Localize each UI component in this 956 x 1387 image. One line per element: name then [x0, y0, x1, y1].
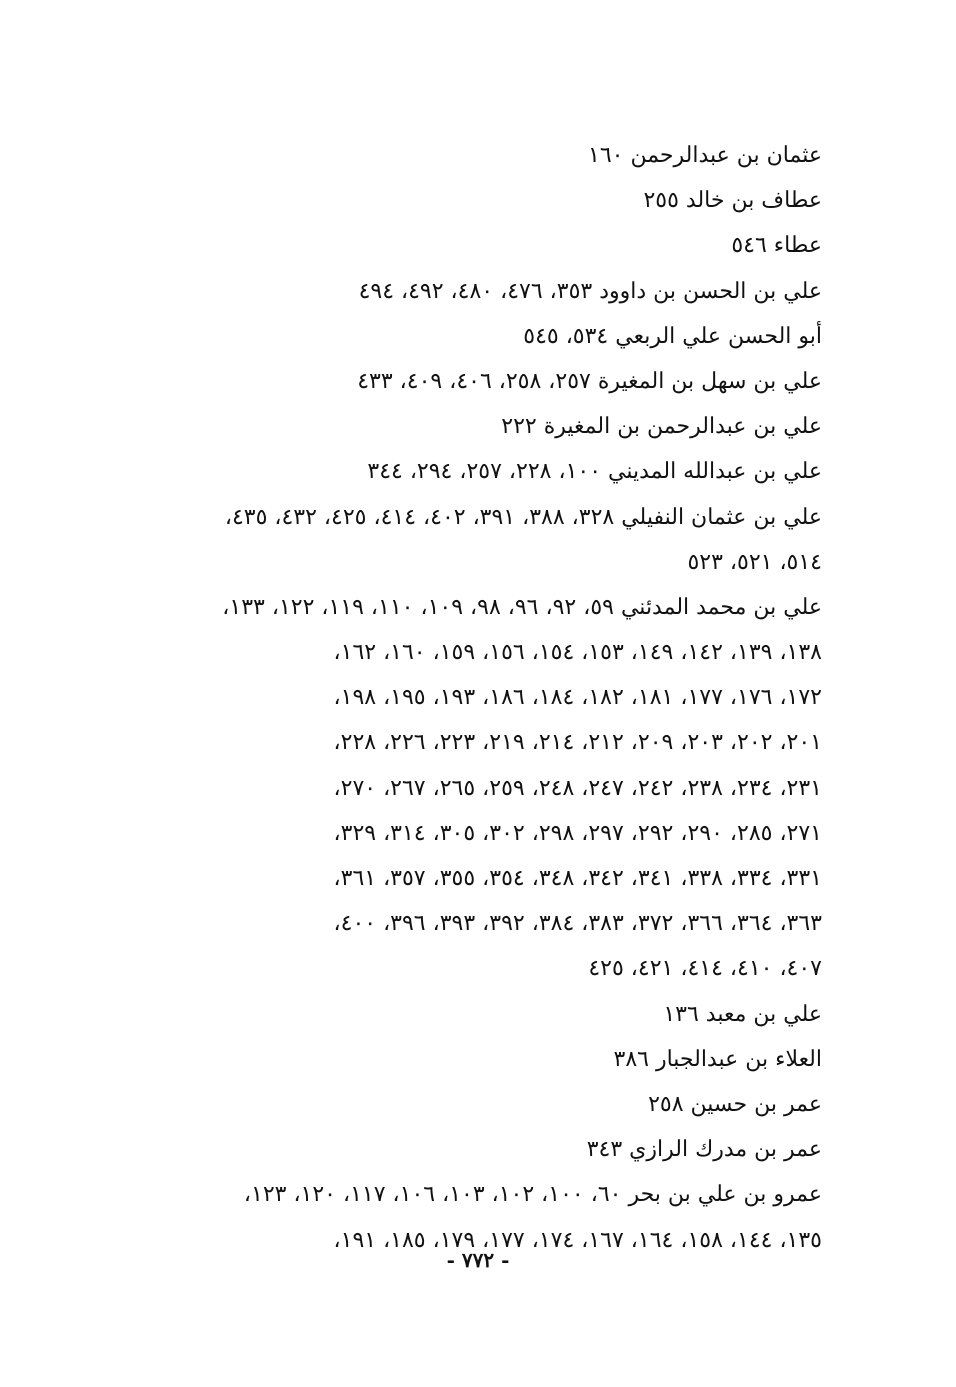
index-entries — [125, 133, 822, 1263]
index-line-continuation: ٢٧١، ٢٨٥، ٢٩٠، ٢٩٢، ٢٩٧، ٢٩٨، ٣٠٢، ٣٠٥، ٣١٤، ٣٢٩، — [333, 820, 822, 846]
index-line-continuation: ١٧٢، ١٧٦، ١٧٧، ١٨١، ١٨٢، ١٨٤، ١٨٦، ١٩٣، ١٩٥، ١٩٨، — [333, 685, 822, 711]
index-line: عثمان بن عبدالرحمن ١٦٠ — [588, 143, 822, 168]
index-line-continuation: ٣٣١، ٣٣٤، ٣٣٨، ٣٤١، ٣٤٢، ٣٤٨، ٣٥٤، ٣٥٥، ٣٥٧، ٣٦١، — [333, 866, 822, 891]
index-line-continuation: ١٣٨، ١٣٩، ١٤٢، ١٤٩، ١٥٣، ١٥٤، ١٥٦، ١٥٩، ١٦٠، ١٦٢، — [333, 640, 822, 666]
index-line: علي بن عثمان النفيلي ٣٢٨، ٣٨٨، ٣٩١، ٤٠٢، ٤١٤، ٤٢٥، ٤٣٢، ٤٣٥، — [224, 504, 822, 530]
index-line: علي بن معبد ١٣٦ — [663, 1001, 822, 1027]
index-line-continuation: ٤٠٧، ٤١٠، ٤١٤، ٤٢١، ٤٢٥ — [588, 956, 822, 982]
index-line: علي بن سهل بن المغيرة ٢٥٧، ٢٥٨، ٤٠٦، ٤٠٩، ٤٣٣ — [357, 368, 822, 394]
index-line-continuation: ٥١٤، ٥٢١، ٥٢٣ — [687, 549, 822, 575]
index-line-continuation: ٣٦٣، ٣٦٤، ٣٦٦، ٣٧٢، ٣٨٣، ٣٨٤، ٣٩٢، ٣٩٣، ٣٩٦، ٤٠٠، — [333, 911, 822, 937]
index-line-continuation: ٢٠١، ٢٠٢، ٢٠٣، ٢٠٩، ٢١٢، ٢١٤، ٢١٩، ٢٢٣، ٢٢٦، ٢٢٨، — [333, 730, 822, 756]
index-line: عمر بن مدرك الرازي ٣٤٣ — [586, 1137, 822, 1163]
index-line: علي بن عبدالرحمن بن المغيرة ٢٢٢ — [501, 414, 822, 440]
index-line-continuation: ١٣٥، ١٤٤، ١٥٨، ١٦٤، ١٦٧، ١٧٤، ١٧٧، ١٧٩، ١٨٥، ١٩١، — [333, 1227, 822, 1253]
index-line: عمرو بن علي بن بحر ٦٠، ١٠٠، ١٠٢، ١٠٣، ١٠٦، ١١٧، ١٢٠، ١٢٣، — [243, 1182, 822, 1208]
index-line: علي بن محمد المدئني ٥٩، ٩٢، ٩٦، ٩٨، ١٠٩، ١١٠، ١١٩، ١٢٢، ١٣٣، — [222, 594, 822, 620]
index-line: عمر بن حسين ٢٥٨ — [648, 1091, 822, 1117]
index-line: علي بن الحسن بن داوود ٣٥٣، ٤٧٦، ٤٨٠، ٤٩٢، ٤٩٤ — [358, 278, 822, 304]
index-line-continuation: ٢٣١، ٢٣٤، ٢٣٨، ٢٤٢، ٢٤٧، ٢٤٨، ٢٥٩، ٢٦٥، ٢٦٧، ٢٧٠، — [333, 775, 822, 801]
page-number: - ٧٧٢ - — [446, 1248, 510, 1272]
index-line: عطاء ٥٤٦ — [731, 233, 822, 259]
index-line: عطاف بن خالد ٢٥٥ — [643, 188, 822, 214]
index-line: علي بن عبدالله المديني ١٠٠، ٢٢٨، ٢٥٧، ٢٩٤، ٣٤٤ — [367, 459, 822, 485]
index-line: العلاء بن عبدالجبار ٣٨٦ — [613, 1046, 822, 1072]
index-line: أبو الحسن علي الربعي ٥٣٤، ٥٤٥ — [523, 323, 822, 349]
